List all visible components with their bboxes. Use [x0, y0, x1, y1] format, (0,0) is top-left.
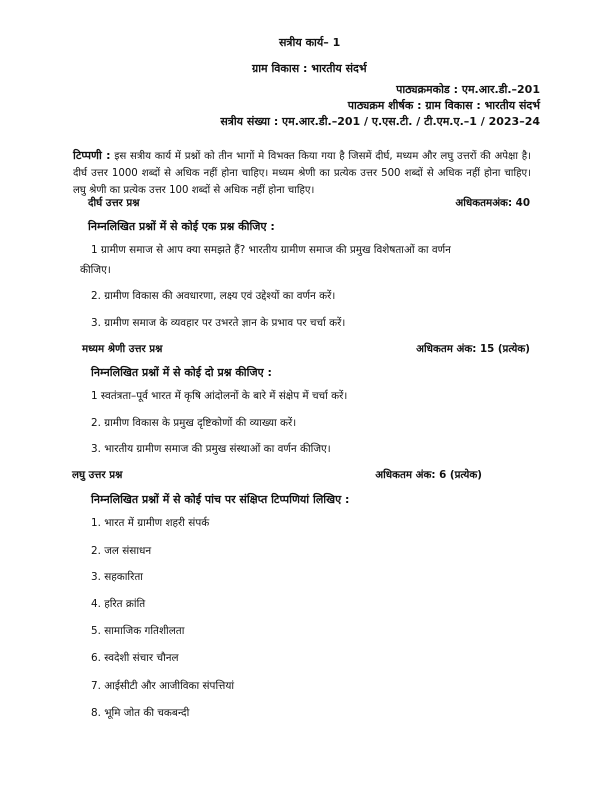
- list-item: 1 ग्रामीण समाज से आप क्या समझते हैं? भारतीय ग्रामीण समाज की प्रमुख विशेषताओं का वर्णन: [91, 244, 451, 256]
- note-text: इस सत्रीय कार्य में प्रश्नों को तीन भागों मे विभक्त किया गया है जिसमें दीर्घ, मध्यम और लघु उत्तरों की अपेक्षा है। दीर्घ उत्तर 1000 शब्दों से अधिक नहीं होना चाहिए। मध्यम श्रेणी का प्रत्येक उत्तर 500 शब्दों से अधिक नहीं होना चाहिए। लघु श्रेणी का प्रत्येक उत्तर 100 शब्दों से अधिक नहीं होना चाहिए।: [73, 151, 531, 196]
- course-title-line: पाठ्यक्रम शीर्षक : ग्राम विकास : भारतीय संदर्भ: [347, 99, 540, 112]
- section-short-title: लघु उत्तर प्रश्न: [72, 469, 123, 481]
- list-item: 2. जल संसाधन: [91, 545, 152, 557]
- section-medium-title: मध्यम श्रेणी उत्तर प्रश्न: [82, 343, 163, 355]
- note-paragraph: [73, 147, 531, 199]
- list-item: कीजिए।: [80, 264, 111, 276]
- list-item: 1 स्वतंत्रता–पूर्व भारत में कृषि आंदोलनों के बारे में संक्षेप में चर्चा करें।: [91, 390, 348, 402]
- list-item: 3. सहकारिता: [91, 571, 143, 583]
- list-item: 4. हरित क्रांति: [91, 598, 146, 610]
- list-item: 2. ग्रामीण विकास के प्रमुख दृष्टिकोणों की व्याख्या करें।: [91, 417, 297, 429]
- section-short-instruction: निम्नलिखित प्रश्नों में से कोई पांच पर संक्षिप्त टिप्पणियां लिखिए :: [91, 493, 350, 506]
- list-item: 5. सामाजिक गतिशीलता: [91, 625, 185, 637]
- section-long-marks: अधिकतमअंक: 40: [455, 197, 530, 209]
- assignment-number: सत्रीय संख्या : एम.आर.डी.–201 / ए.एस.टी. / टी.एम.ए.–1 / 2023–24: [220, 115, 540, 128]
- section-long-title: दीर्घ उत्तर प्रश्न: [88, 197, 140, 209]
- list-item: 2. ग्रामीण विकास की अवधारणा, लक्ष्य एवं उद्देश्यों का वर्णन करें।: [91, 290, 336, 302]
- list-item: 3. ग्रामीण समाज के व्यवहार पर उभरते ज्ञान के प्रभाव पर चर्चा करें।: [91, 317, 346, 329]
- note-label: टिप्पणी :: [73, 149, 111, 162]
- section-long-instruction: निम्नलिखित प्रश्नों में से कोई एक प्रश्न कीजिए :: [88, 220, 275, 233]
- list-item: 7. आईसीटी और आजीविका संपत्तियां: [91, 680, 235, 692]
- section-medium-instruction: निम्नलिखित प्रश्नों में से कोई दो प्रश्न कीजिए :: [91, 366, 272, 379]
- section-short-marks: अधिकतम अंक: 6 (प्रत्येक): [375, 469, 482, 481]
- section-medium-marks: अधिकतम अंक: 15 (प्रत्येक): [416, 343, 530, 355]
- list-item: 1. भारत में ग्रामीण शहरी संपर्क: [91, 517, 210, 529]
- list-item: 8. भूमि जोत की चकबन्दी: [91, 707, 190, 719]
- assignment-title: सत्रीय कार्य– 1: [279, 36, 341, 49]
- course-code: पाठ्यक्रमकोड : एम.आर.डी.–201: [396, 83, 540, 96]
- course-title: ग्राम विकास : भारतीय संदर्भ: [252, 62, 367, 75]
- list-item: 6. स्वदेशी संचार चौनल: [91, 652, 179, 664]
- list-item: 3. भारतीय ग्रामीण समाज की प्रमुख संस्थाओं का वर्णन कीजिए।: [91, 443, 331, 455]
